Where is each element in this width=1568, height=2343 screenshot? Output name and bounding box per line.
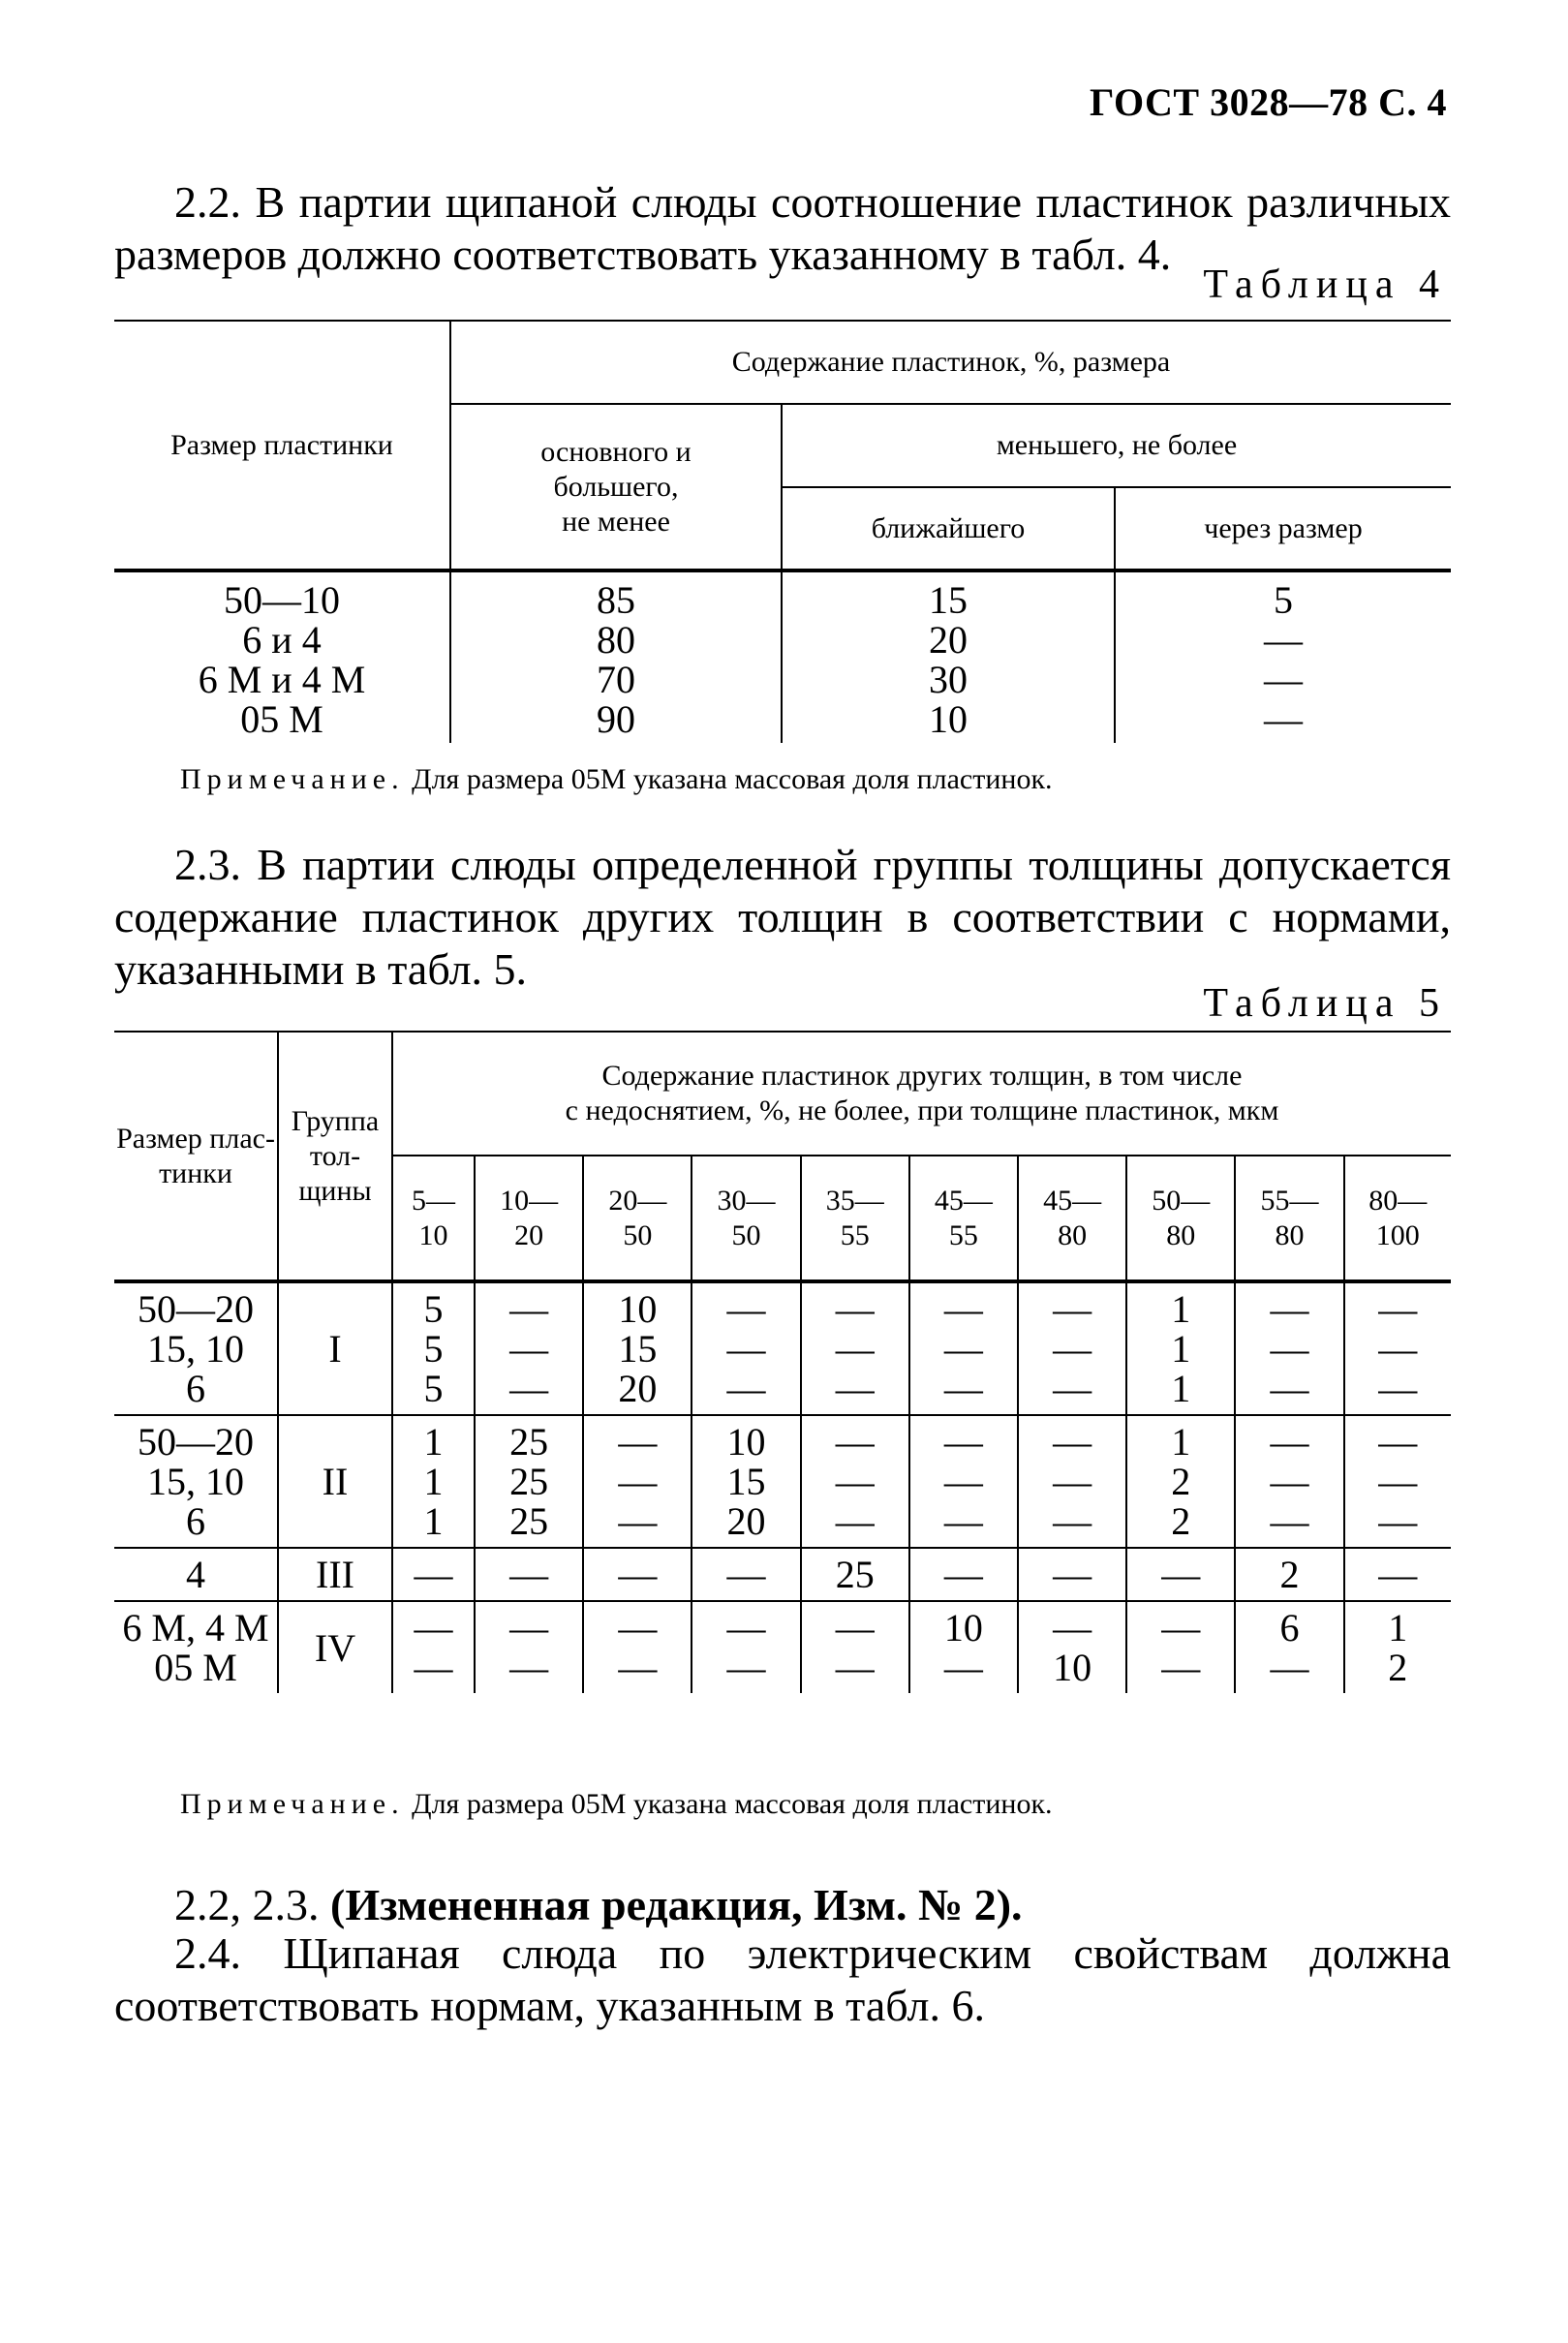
cell-value-line: 20 — [618, 1367, 658, 1410]
cell-size-line: 6 — [186, 1367, 205, 1410]
cell-value — [583, 1415, 692, 1548]
header-group-line: тол- — [309, 1139, 361, 1172]
header-range-line: 50— — [1152, 1184, 1211, 1217]
header-size-line: тинки — [159, 1156, 232, 1189]
cell-size: 6 М и 4 М — [198, 658, 366, 701]
cell-value-line: 5 — [423, 1367, 444, 1410]
cell-value-line: — — [835, 1420, 875, 1464]
cell-value-line: 1 — [1171, 1367, 1191, 1410]
cell-value-line: 25 — [509, 1499, 549, 1543]
table-row — [114, 699, 1451, 743]
cell-value-line: 10 — [618, 1287, 658, 1331]
cell-skip: — — [1115, 699, 1451, 743]
cell-value-line: 15 — [618, 1327, 658, 1371]
header-range-line: 55 — [840, 1218, 870, 1251]
cell-value-line: — — [943, 1646, 983, 1689]
cell-value — [1235, 1601, 1343, 1693]
cell-value-line: — — [835, 1646, 875, 1689]
cell-value — [583, 1548, 692, 1601]
paragraph-number: 2.2. — [174, 177, 241, 227]
cell-value-line: — — [943, 1287, 983, 1331]
cell-value-line: — — [835, 1327, 875, 1371]
header-thickness-range — [583, 1156, 692, 1281]
header-group-line: Группа — [291, 1104, 380, 1137]
cell-value-line: 1 — [1388, 1606, 1408, 1649]
cell-value-line: — — [1270, 1287, 1309, 1331]
header-thickness-range — [392, 1156, 475, 1281]
header-thickness-range — [1126, 1156, 1235, 1281]
cell-value — [583, 1601, 692, 1693]
cell-value — [475, 1548, 583, 1601]
header-content: Содержание пластинок, %, размера — [450, 321, 1451, 404]
paragraph-number: 2.4. — [174, 1928, 241, 1978]
table-4-note — [180, 763, 1053, 796]
cell-value-line: — — [1161, 1553, 1201, 1596]
cell-value — [692, 1415, 800, 1548]
cell-value — [392, 1601, 475, 1693]
cell-value-line: — — [618, 1460, 658, 1503]
cell-main: 80 — [450, 620, 782, 660]
header-size: Размер пластинки — [114, 321, 450, 570]
paragraph-text: В партии слюды определенной группы толщины допускается содержание пластинок других толщин в соответствии с нормами, указанными в табл. 5. — [114, 840, 1451, 994]
header-nearest: ближайшего — [782, 487, 1115, 570]
cell-value-line: — — [1378, 1420, 1418, 1464]
header-skip: через размер — [1115, 487, 1451, 570]
cell-value-line: — — [509, 1606, 549, 1649]
cell-value-line: — — [835, 1367, 875, 1410]
cell-value-line: — — [943, 1499, 983, 1543]
cell-value-line: — — [1270, 1646, 1309, 1689]
cell-size: 50—10 — [224, 578, 340, 622]
header-group — [278, 1032, 392, 1281]
cell-value — [909, 1415, 1018, 1548]
cell-value-line: — — [618, 1420, 658, 1464]
cell-size-line: 50—20 — [138, 1420, 254, 1464]
cell-size-line: 15, 10 — [147, 1327, 244, 1371]
cell-value-line: — — [835, 1460, 875, 1503]
cell-value-line: 10 — [943, 1606, 983, 1649]
header-range-line: 35— — [825, 1184, 884, 1217]
note-text: Для размера 05М указана массовая доля пластинок. — [412, 763, 1053, 795]
cell-value-line: — — [943, 1553, 983, 1596]
cell-value-line: 2 — [1279, 1553, 1300, 1596]
cell-value — [475, 1281, 583, 1415]
cell-value-line: 25 — [509, 1460, 549, 1503]
cell-value-line: — — [618, 1553, 658, 1596]
cell-value-line: — — [1161, 1606, 1201, 1649]
cell-size: 6 и 4 — [242, 618, 322, 662]
amendment-text: (Измененная редакция, Изм. № 2). — [330, 1880, 1023, 1929]
cell-value-line: — — [1378, 1499, 1418, 1543]
table-4 — [114, 320, 1451, 743]
cell-value-line: 25 — [509, 1420, 549, 1464]
header-range-line: 30— — [717, 1184, 776, 1217]
cell-value-line: — — [1053, 1327, 1092, 1371]
cell-value-line: 2 — [1171, 1499, 1191, 1543]
table-row — [114, 570, 1451, 620]
cell-value-line: — — [835, 1606, 875, 1649]
header-range-line: 45— — [1043, 1184, 1102, 1217]
header-range-line: 20 — [514, 1218, 544, 1251]
cell-size — [114, 1548, 278, 1601]
cell-value-line: — — [509, 1367, 549, 1410]
cell-value-line: — — [943, 1420, 983, 1464]
paragraph-number: 2.3. — [174, 840, 241, 889]
cell-value — [1235, 1548, 1343, 1601]
cell-value — [1126, 1548, 1235, 1601]
cell-value-line: 20 — [726, 1499, 766, 1543]
cell-value-line: 1 — [423, 1499, 444, 1543]
paragraph-2-2-2-3-amendment — [114, 1879, 1451, 1931]
table-5 — [114, 1031, 1451, 1693]
header-range-line: 10 — [418, 1218, 448, 1251]
cell-value-line: — — [414, 1553, 453, 1596]
header-content-line: с недоснятием, %, не более, при толщине пластинок, мкм — [565, 1094, 1279, 1126]
cell-value — [801, 1415, 909, 1548]
header-size-line: Размер плас- — [116, 1122, 275, 1155]
cell-group: I — [278, 1281, 392, 1415]
header-range-line: 10— — [500, 1184, 559, 1217]
cell-value-line: — — [726, 1367, 766, 1410]
cell-value-line: — — [618, 1606, 658, 1649]
cell-value-line: — — [1053, 1499, 1092, 1543]
cell-value — [392, 1548, 475, 1601]
cell-value-line: 6 — [1279, 1606, 1300, 1649]
cell-size-line: 50—20 — [138, 1287, 254, 1331]
cell-value-line: — — [726, 1606, 766, 1649]
cell-value — [475, 1415, 583, 1548]
cell-value-line: — — [509, 1327, 549, 1371]
cell-value-line: — — [1270, 1327, 1309, 1371]
cell-value-line: 1 — [423, 1460, 444, 1503]
page-header: ГОСТ 3028—78 С. 4 — [1089, 80, 1447, 124]
cell-value — [801, 1601, 909, 1693]
header-range-line: 80 — [1275, 1218, 1305, 1251]
table-row — [114, 660, 1451, 699]
cell-value — [692, 1601, 800, 1693]
note-label: Примечание. — [180, 1788, 405, 1820]
cell-value — [1344, 1281, 1451, 1415]
cell-value-line: — — [509, 1553, 549, 1596]
header-content — [392, 1032, 1451, 1156]
cell-value-line: — — [726, 1553, 766, 1596]
header-thickness-range — [475, 1156, 583, 1281]
cell-value-line: 10 — [1053, 1646, 1092, 1689]
cell-value-line: — — [1053, 1287, 1092, 1331]
cell-value-line: — — [1053, 1367, 1092, 1410]
header-range-line: 80 — [1058, 1218, 1088, 1251]
cell-value-line: — — [1161, 1646, 1201, 1689]
cell-nearest: 15 — [782, 570, 1115, 620]
header-thickness-range — [801, 1156, 909, 1281]
cell-value-line: 1 — [1171, 1287, 1191, 1331]
table-row-group — [114, 1415, 1451, 1548]
cell-value-line: 25 — [835, 1553, 875, 1596]
cell-value-line: — — [414, 1606, 453, 1649]
cell-value — [1344, 1548, 1451, 1601]
header-group-line: щины — [298, 1174, 372, 1207]
cell-value — [1344, 1415, 1451, 1548]
cell-value-line: — — [835, 1287, 875, 1331]
header-thickness-range — [1235, 1156, 1343, 1281]
header-range-line: 80 — [1166, 1218, 1196, 1251]
cell-value-line: — — [1378, 1327, 1418, 1371]
cell-value — [1126, 1281, 1235, 1415]
paragraph-text: Щипаная слюда по электрическим свойствам должна соответствовать нормам, указанным в табл. 6. — [114, 1928, 1451, 2030]
header-range-line: 55 — [948, 1218, 978, 1251]
paragraph-2-4 — [114, 1927, 1451, 2032]
cell-value-line: — — [414, 1646, 453, 1689]
header-content-line: Содержание пластинок других толщин, в том числе — [601, 1060, 1243, 1092]
paragraph-number: 2.2, 2.3. — [174, 1880, 320, 1929]
header-size — [114, 1032, 278, 1281]
cell-size — [114, 1601, 278, 1693]
cell-size-line: 6 М, 4 М — [122, 1606, 269, 1649]
cell-value-line: — — [1378, 1287, 1418, 1331]
header-thickness-range — [692, 1156, 800, 1281]
cell-value-line: 2 — [1388, 1646, 1408, 1689]
cell-value-line: — — [943, 1327, 983, 1371]
cell-value-line: — — [943, 1460, 983, 1503]
table-row-group — [114, 1281, 1451, 1415]
cell-value-line: — — [1378, 1460, 1418, 1503]
cell-value-line: — — [1378, 1553, 1418, 1596]
header-main-line1: основного и — [540, 435, 692, 468]
cell-value-line: 1 — [1171, 1420, 1191, 1464]
cell-value — [475, 1601, 583, 1693]
cell-value-line: — — [1053, 1553, 1092, 1596]
header-range-line: 20— — [608, 1184, 667, 1217]
header-main-line3: не менее — [562, 505, 670, 538]
cell-value — [909, 1281, 1018, 1415]
cell-value-line: — — [726, 1287, 766, 1331]
cell-group: IV — [278, 1601, 392, 1693]
cell-main: 85 — [450, 570, 782, 620]
cell-value — [692, 1281, 800, 1415]
cell-group: III — [278, 1548, 392, 1601]
cell-value-line: — — [1378, 1367, 1418, 1410]
cell-value-line: 2 — [1171, 1460, 1191, 1503]
paragraph-text: В партии щипаной слюды соотношение пластинок различных размеров должно соответствовать указанному в табл. 4. — [114, 177, 1451, 279]
cell-size-line: 05 М — [154, 1646, 237, 1689]
cell-value-line: — — [1270, 1499, 1309, 1543]
cell-value-line: — — [1053, 1606, 1092, 1649]
cell-value-line: — — [509, 1646, 549, 1689]
header-main — [450, 404, 782, 570]
table-4-caption: Таблица 4 — [1203, 262, 1447, 307]
cell-value-line: — — [726, 1646, 766, 1689]
cell-value-line: — — [618, 1646, 658, 1689]
cell-value-line: — — [509, 1287, 549, 1331]
cell-value — [1235, 1415, 1343, 1548]
header-main-line2: большего, — [553, 470, 679, 503]
cell-value — [392, 1281, 475, 1415]
cell-size — [114, 1281, 278, 1415]
cell-value-line: — — [618, 1499, 658, 1543]
cell-nearest: 20 — [782, 620, 1115, 660]
note-text: Для размера 05М указана массовая доля пластинок. — [412, 1788, 1053, 1820]
cell-value-line: — — [1053, 1420, 1092, 1464]
header-range-line: 80— — [1368, 1184, 1428, 1217]
header-range-line: 50 — [731, 1218, 761, 1251]
cell-nearest: 10 — [782, 699, 1115, 743]
cell-skip: 5 — [1115, 570, 1451, 620]
cell-value — [1018, 1548, 1126, 1601]
header-thickness-range — [1344, 1156, 1451, 1281]
cell-size-line: 15, 10 — [147, 1460, 244, 1503]
cell-value — [583, 1281, 692, 1415]
cell-skip: — — [1115, 660, 1451, 699]
cell-value-line: 15 — [726, 1460, 766, 1503]
cell-value — [1018, 1281, 1126, 1415]
cell-value-line: — — [726, 1327, 766, 1371]
cell-value — [692, 1548, 800, 1601]
cell-value-line: — — [1270, 1367, 1309, 1410]
header-range-line: 50 — [623, 1218, 653, 1251]
cell-value-line: — — [943, 1367, 983, 1410]
cell-size-line: 4 — [186, 1553, 205, 1596]
header-range-line: 100 — [1375, 1218, 1420, 1251]
header-range-line: 45— — [934, 1184, 993, 1217]
cell-value — [1344, 1601, 1451, 1693]
cell-size-line: 6 — [186, 1499, 205, 1543]
header-thickness-range — [1018, 1156, 1126, 1281]
table-row-group — [114, 1548, 1451, 1601]
cell-value — [909, 1601, 1018, 1693]
cell-value — [1126, 1415, 1235, 1548]
cell-value-line: 10 — [726, 1420, 766, 1464]
cell-nearest: 30 — [782, 660, 1115, 699]
cell-size — [114, 1415, 278, 1548]
header-smaller: меньшего, не более — [782, 404, 1451, 487]
cell-value — [801, 1548, 909, 1601]
cell-value-line: 5 — [423, 1287, 444, 1331]
note-label: Примечание. — [180, 763, 405, 795]
cell-value — [1235, 1281, 1343, 1415]
cell-value — [1126, 1601, 1235, 1693]
cell-value — [909, 1548, 1018, 1601]
cell-value — [392, 1415, 475, 1548]
cell-value — [1018, 1415, 1126, 1548]
cell-value-line: — — [835, 1499, 875, 1543]
header-range-line: 55— — [1260, 1184, 1319, 1217]
table-5-caption: Таблица 5 — [1203, 981, 1447, 1026]
table-5-note — [180, 1788, 1053, 1821]
header-range-line: 5— — [412, 1184, 456, 1217]
cell-group: II — [278, 1415, 392, 1548]
cell-main: 70 — [450, 660, 782, 699]
cell-skip: — — [1115, 620, 1451, 660]
cell-value-line: 5 — [423, 1327, 444, 1371]
cell-value-line: — — [1053, 1460, 1092, 1503]
cell-value-line: — — [1270, 1460, 1309, 1503]
cell-size: 05 М — [240, 697, 323, 741]
paragraph-2-3 — [114, 839, 1451, 996]
cell-main: 90 — [450, 699, 782, 743]
cell-value-line: 1 — [423, 1420, 444, 1464]
table-row-group — [114, 1601, 1451, 1693]
table-row — [114, 620, 1451, 660]
cell-value — [1018, 1601, 1126, 1693]
cell-value-line: 1 — [1171, 1327, 1191, 1371]
cell-value — [801, 1281, 909, 1415]
header-thickness-range — [909, 1156, 1018, 1281]
cell-value-line: — — [1270, 1420, 1309, 1464]
